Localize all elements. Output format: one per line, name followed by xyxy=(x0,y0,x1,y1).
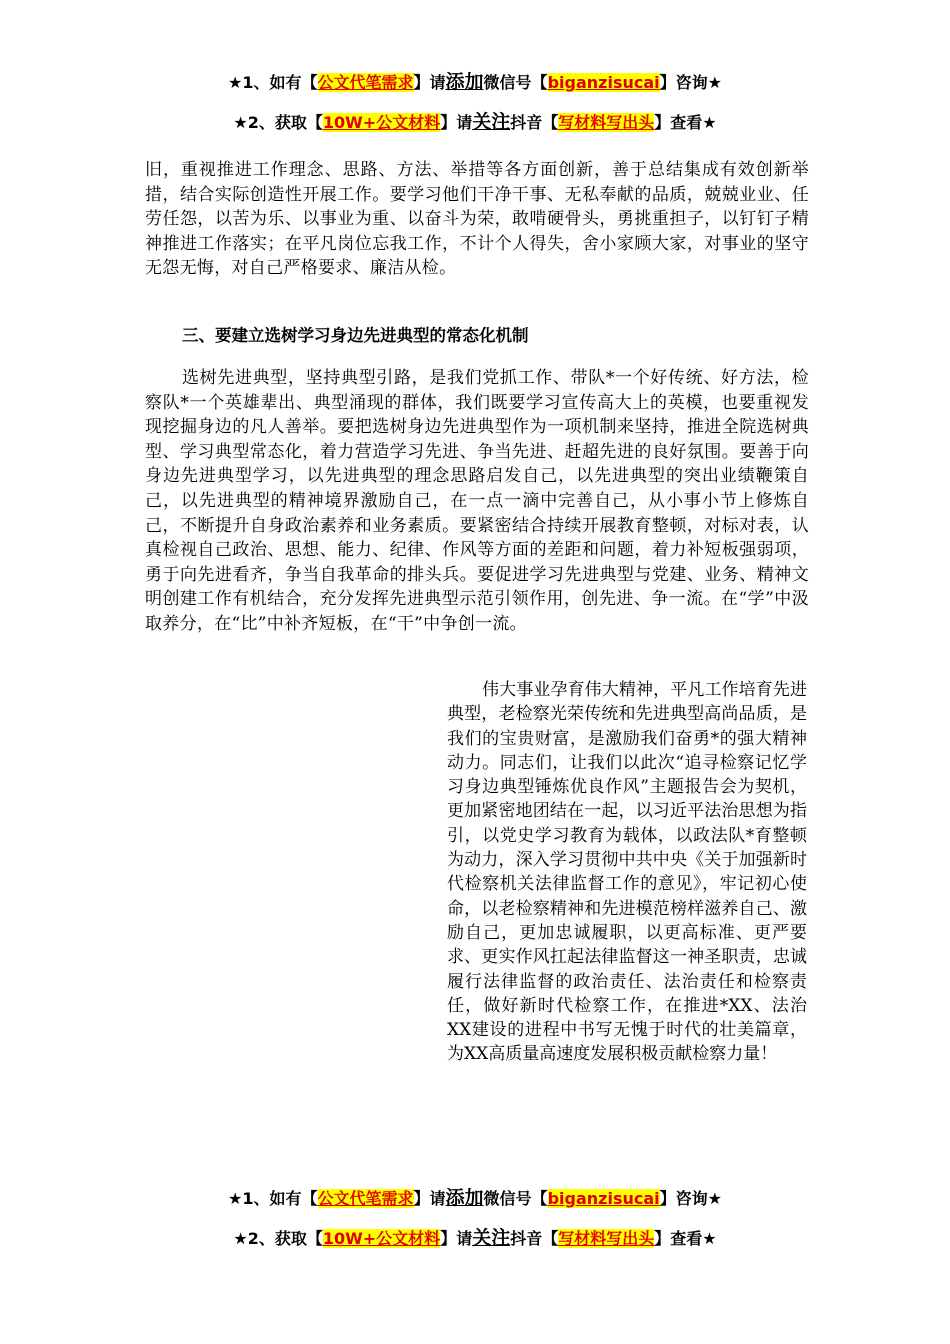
banner-text: ★1、如有【 xyxy=(228,1189,318,1208)
banner-text: 】咨询★ xyxy=(659,73,722,92)
banner-highlight-service: 公文代笔需求 xyxy=(317,73,414,92)
banner-highlight-douyin: 写材料写出头 xyxy=(558,113,655,132)
body-paragraph-section-3: 选树先进典型，坚持典型引路，是我们党抓工作、带队*一个好传统、好方法，检察队*一个英雄辈出、典型涌现的群体，我们既要学习宣传高大上的英模，也要重视发现挖掘身边的凡人善举。要把选树身边先进典型作为一项机制来坚持，推进全院选树典型、学习典型常态化，着力营造学习先进、争当先进、赶超先进的良好氛围。要善于向身边先进典型学习，以先进典型的理念思路启发自己，以先进典型的突出业绩鞭策自己，以先进典型的精神境界激励自己，在一点一滴中完善自己，从小事小节上修炼自己，不断提升自身政治素养和业务素质。要紧密结合持续开展教育整顿，对标对表，认真检视自己政治、思想、能力、纪律、作风等方面的差距和问题，着力补短板强弱项，勇于向先进看齐，争当自我革命的排头兵。要促进学习先进典型与党建、业务、精神文明创建工作有机结合，充分发挥先进典型示范引领作用，创先进、争一流。在“学”中汲取养分，在“比”中补齐短板，在“干”中争创一流。 xyxy=(145,368,809,634)
banner-text: 抖音【 xyxy=(510,1229,559,1248)
banner-text: 】请 xyxy=(440,113,473,132)
banner-text: 】查看★ xyxy=(654,1229,717,1248)
promo-banner-bottom-2 xyxy=(0,1226,950,1251)
banner-text: 微信号【 xyxy=(483,73,548,92)
banner-text: 】请 xyxy=(413,1189,446,1208)
promo-banner-bottom-1 xyxy=(0,1186,950,1211)
section-heading-3: 三、要建立选树学习身边先进典型的常态化机制 xyxy=(182,326,529,345)
banner-highlight-materials: 10W+公文材料 xyxy=(322,113,441,132)
banner-text: ★2、获取【 xyxy=(233,113,323,132)
closing-paragraph: 伟大事业孕育伟大精神，平凡工作培育先进典型，老检察光荣传统和先进典型高尚品质，是我们的宝贵财富，是激励我们奋勇*的强大精神动力。同志们，让我们以此次“追寻检察记忆学习身边典型锤炼优良作风”主题报告会为契机，更加紧密地团结在一起，以习近平法治思想为指引，以党史学习教育为载体，以政法队*育整顿为动力，深入学习贯彻中共中央《关于加强新时代检察机关法律监督工作的意见》，牢记初心使命，以老检察精神和先进模范榜样滋养自己、激励自己，更加忠诚履职，以更高标准、更严要求、更实作风扛起法律监督这一神圣职责，忠诚履行法律监督的政治责任、法治责任和检察责任，做好新时代检察工作，在推进*XX、法治XX建设的进程中书写无愧于时代的壮美篇章，为XX高质量高速度发展积极贡献检察力量！ xyxy=(447,680,807,1065)
promo-banner-top-1 xyxy=(0,70,950,95)
banner-text: 微信号【 xyxy=(483,1189,548,1208)
body-paragraph-continued: 旧，重视推进工作理念、思路、方法、举措等各方面创新，善于总结集成有效创新举措，结合实际创造性开展工作。要学习他们干净干事、无私奉献的品质，兢兢业业、任劳任怨，以苦为乐、以事业为重、以奋斗为荣，敢啃硬骨头，勇挑重担子，以钉钉子精神推进工作落实；在平凡岗位忘我工作，不计个人得失，舍小家顾大家，对事业的坚守无怨无悔，对自己严格要求、廉洁从检。 xyxy=(145,160,809,279)
banner-emphasis: 关注 xyxy=(472,111,511,133)
banner-text: 】咨询★ xyxy=(659,1189,722,1208)
banner-highlight-service: 公文代笔需求 xyxy=(317,1189,414,1208)
banner-highlight-douyin: 写材料写出头 xyxy=(558,1229,655,1248)
promo-banner-top-2 xyxy=(0,110,950,135)
banner-highlight-wechat-id: biganzisucai xyxy=(547,73,660,92)
banner-highlight-wechat-id: biganzisucai xyxy=(547,1189,660,1208)
banner-text: ★1、如有【 xyxy=(228,73,318,92)
banner-text: 】请 xyxy=(440,1229,473,1248)
banner-emphasis: 添加 xyxy=(445,1187,484,1209)
banner-text: ★2、获取【 xyxy=(233,1229,323,1248)
banner-emphasis: 关注 xyxy=(472,1227,511,1249)
banner-text: 抖音【 xyxy=(510,113,559,132)
banner-text: 】请 xyxy=(413,73,446,92)
banner-highlight-materials: 10W+公文材料 xyxy=(322,1229,441,1248)
banner-text: 】查看★ xyxy=(654,113,717,132)
banner-emphasis: 添加 xyxy=(445,71,484,93)
